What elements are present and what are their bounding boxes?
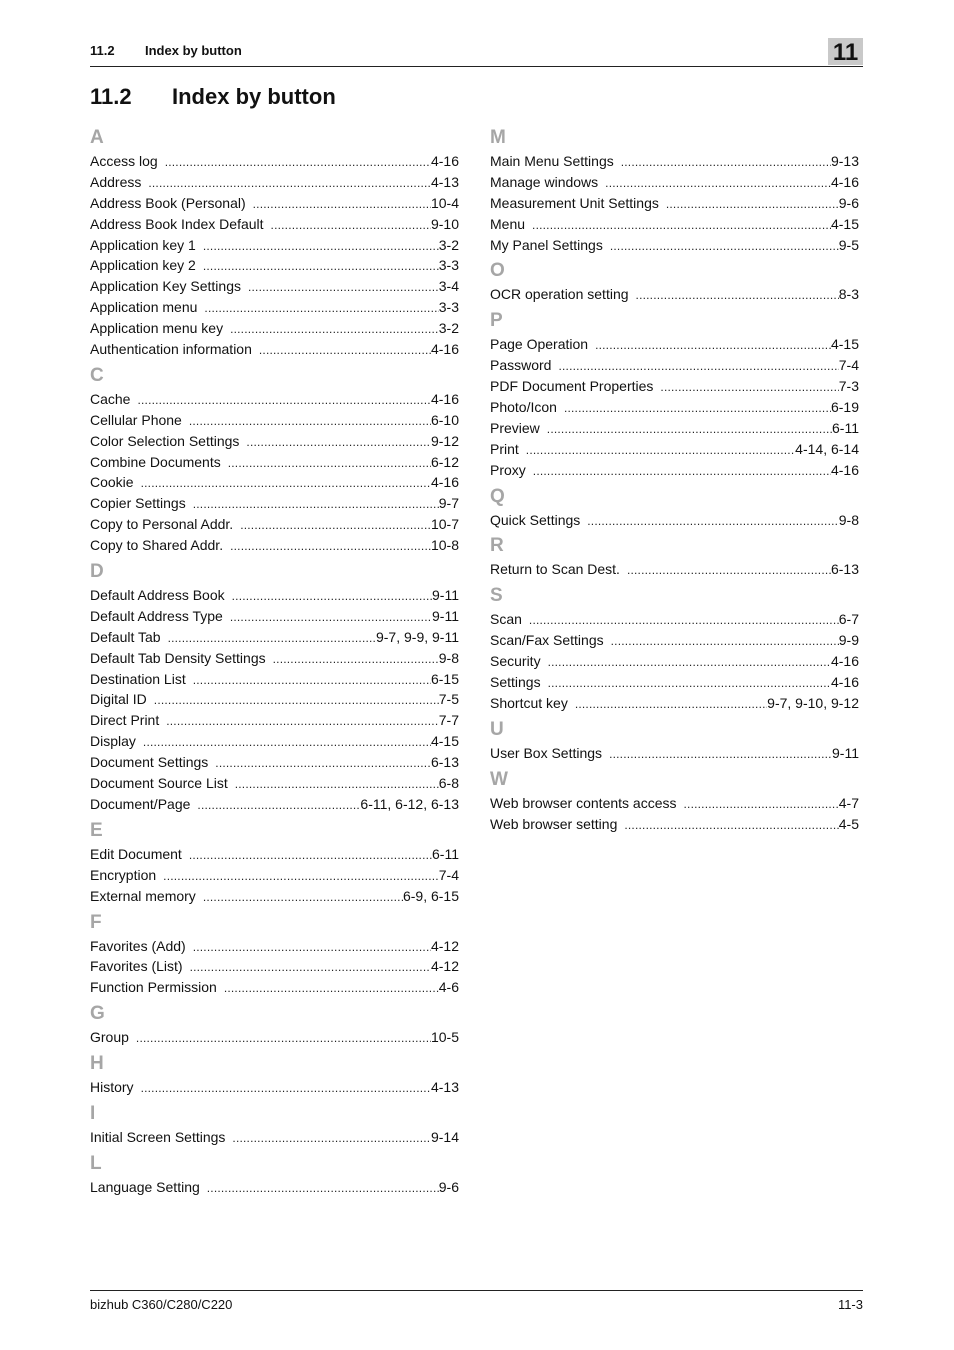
index-entry[interactable]: [90, 627, 459, 648]
index-entry-label: Web browser contents access: [490, 794, 677, 811]
index-entry-page-ref: 10-8: [430, 537, 459, 554]
index-entry-page-ref: 4-6: [438, 979, 459, 996]
page-footer: [90, 1290, 863, 1321]
index-entry-label: PDF Document Properties: [490, 378, 654, 395]
index-letter-heading: E: [90, 819, 103, 841]
index-entry[interactable]: [90, 936, 459, 957]
index-entry[interactable]: [90, 151, 459, 172]
dot-leader: [232, 586, 432, 607]
index-entry-page-ref: 3-2: [438, 236, 459, 253]
index-entry-page-ref: 6-11: [832, 419, 859, 436]
index-entry-label: Copier Settings: [90, 495, 186, 512]
dot-leader: [564, 398, 831, 419]
index-entry-page-ref: 4-12: [430, 937, 459, 954]
dot-leader: [273, 649, 439, 670]
index-column-left: [90, 122, 459, 1198]
index-entry[interactable]: [90, 1077, 459, 1098]
index-entry-page-ref: 10-4: [430, 194, 459, 211]
index-entry-label: Encryption: [90, 866, 157, 883]
dot-leader: [166, 711, 439, 732]
index-entry-page-ref: 4-16: [830, 674, 859, 691]
index-entry[interactable]: [90, 193, 459, 214]
dot-leader: [197, 795, 360, 816]
index-entry-label: Initial Screen Settings: [90, 1128, 226, 1145]
index-entry-page-ref: 6-19: [830, 399, 859, 416]
index-entry-page-ref: 6-13: [830, 561, 859, 578]
index-entry-page-ref: 9-11: [432, 587, 459, 604]
index-entry[interactable]: [90, 214, 459, 235]
index-entry-page-ref: 6-12: [430, 453, 459, 470]
index-entry[interactable]: [90, 1127, 459, 1148]
index-entry[interactable]: [90, 606, 459, 627]
index-entry-label: Default Address Type: [90, 607, 223, 624]
index-entry-label: My Panel Settings: [490, 236, 603, 253]
index-entry[interactable]: [90, 648, 459, 669]
index-entry-label: Cookie: [90, 474, 134, 491]
index-entry-label: Page Operation: [490, 336, 589, 353]
index-entry-page-ref: 9-9: [838, 632, 859, 649]
index-entry-label: Default Tab: [90, 628, 161, 645]
index-entry[interactable]: [90, 297, 459, 318]
index-entry-label: Application menu key: [90, 320, 224, 337]
index-entry-page-ref: 3-4: [438, 278, 459, 295]
index-entry-page-ref: 9-8: [838, 511, 859, 528]
dot-leader: [193, 670, 431, 691]
index-entry-page-ref: 9-7: [438, 495, 459, 512]
index-entry[interactable]: [90, 431, 459, 452]
index-entry-page-ref: 9-13: [830, 153, 859, 169]
index-entry-label: Function Permission: [90, 979, 217, 996]
index-entry-page-ref: 9-10: [430, 215, 459, 232]
page-title-number: 11.2: [90, 84, 132, 109]
index-entry-page-ref: 6-11, 6-12, 6-13: [360, 795, 459, 812]
index-entry[interactable]: [490, 559, 859, 580]
index-entry[interactable]: [90, 339, 459, 360]
dot-leader: [548, 652, 831, 673]
index-entry-label: Return to Scan Dest.: [490, 561, 620, 578]
dot-leader: [141, 473, 431, 494]
dot-leader: [609, 744, 832, 765]
index-entry[interactable]: [90, 669, 459, 690]
index-entry-label: Web browser setting: [490, 815, 618, 832]
index-entry[interactable]: [90, 886, 459, 907]
dot-leader: [189, 411, 431, 432]
dot-leader: [684, 794, 839, 815]
index-entry[interactable]: [90, 865, 459, 886]
index-entry-page-ref: 4-16: [430, 390, 459, 407]
index-entry-label: Menu: [490, 215, 526, 232]
index-entry-page-ref: 3-2: [438, 320, 459, 337]
dot-leader: [137, 390, 431, 411]
dot-leader: [624, 815, 838, 836]
dot-leader: [611, 631, 839, 652]
dot-leader: [165, 152, 431, 173]
dot-leader: [605, 173, 831, 194]
index-entry-label: Application menu: [90, 299, 198, 316]
index-letter-heading: F: [90, 911, 102, 933]
index-entry[interactable]: [90, 535, 459, 556]
index-entry-label: Print: [490, 440, 519, 457]
index-entry[interactable]: [490, 172, 859, 193]
dot-leader: [532, 215, 831, 236]
index-entry-page-ref: 4-15: [830, 336, 859, 353]
index-entry-page-ref: 9-7, 9-10, 9-12: [767, 694, 859, 711]
index-entry-page-ref: 6-8: [438, 775, 459, 792]
index-entry[interactable]: [490, 284, 859, 305]
index-entry-page-ref: 4-7: [838, 794, 859, 811]
dot-leader: [259, 340, 431, 361]
footer-page-number: 11-3: [837, 1297, 863, 1312]
index-entry-label: Access log: [90, 153, 158, 169]
index-entry-page-ref: 9-5: [838, 236, 859, 253]
index-letter-heading: R: [490, 535, 504, 557]
dot-leader: [548, 673, 831, 694]
index-entry-label: Address: [90, 173, 142, 190]
dot-leader: [230, 607, 432, 628]
dot-leader: [230, 319, 439, 340]
index-entry[interactable]: [90, 794, 459, 815]
index-entry-label: Proxy: [490, 461, 526, 478]
index-entry-label: User Box Settings: [490, 744, 603, 761]
index-entry-page-ref: 8-3: [838, 286, 859, 303]
dot-leader: [271, 215, 431, 236]
index-entry-page-ref: 4-13: [430, 173, 459, 190]
index-entry[interactable]: [90, 514, 459, 535]
index-entry[interactable]: [90, 710, 459, 731]
index-entry-label: Color Selection Settings: [90, 432, 240, 449]
index-letter-heading: A: [90, 127, 104, 148]
dot-leader: [246, 432, 431, 453]
index-entry-page-ref: 9-11: [432, 607, 459, 624]
index-entry-page-ref: 4-16: [830, 173, 859, 190]
index-entry[interactable]: [90, 1027, 459, 1048]
index-entry[interactable]: [90, 1177, 459, 1198]
index-entry-page-ref: 4-16: [430, 474, 459, 491]
index-entry[interactable]: [90, 844, 459, 865]
dot-leader: [248, 277, 439, 298]
dot-leader: [610, 236, 839, 257]
dot-leader: [189, 845, 432, 866]
dot-leader: [547, 419, 832, 440]
dot-leader: [240, 515, 431, 536]
index-entry-page-ref: 6-13: [430, 754, 459, 771]
dot-leader: [529, 610, 839, 631]
dot-leader: [203, 887, 403, 908]
index-entry[interactable]: [490, 151, 859, 172]
index-entry-label: Cellular Phone: [90, 411, 182, 428]
dot-leader: [168, 628, 376, 649]
index-entry[interactable]: [490, 439, 859, 460]
index-entry[interactable]: [90, 472, 459, 493]
index-entry[interactable]: [490, 693, 859, 714]
index-entry-label: Manage windows: [490, 173, 599, 190]
index-entry-page-ref: 7-4: [438, 866, 459, 883]
dot-leader: [621, 152, 831, 173]
dot-leader: [232, 1128, 431, 1149]
index-entry[interactable]: [490, 214, 859, 235]
index-entry-page-ref: 9-14: [430, 1128, 459, 1145]
index-entry-label: Scan/Fax Settings: [490, 632, 604, 649]
index-column-right: [490, 122, 859, 834]
index-entry-label: Default Tab Density Settings: [90, 649, 266, 666]
index-entry[interactable]: [490, 510, 859, 531]
index-entry-label: Copy to Personal Addr.: [90, 516, 234, 533]
dot-leader: [253, 194, 431, 215]
index-entry[interactable]: [90, 585, 459, 606]
index-entry[interactable]: [90, 752, 459, 773]
index-entry-page-ref: 4-14, 6-14: [795, 440, 859, 457]
dot-leader: [666, 194, 839, 215]
index-entry[interactable]: [490, 630, 859, 651]
index-entry[interactable]: [90, 493, 459, 514]
index-entry-page-ref: 4-15: [430, 733, 459, 750]
index-entry-label: Direct Print: [90, 712, 160, 729]
dot-leader: [526, 440, 795, 461]
index-entry[interactable]: [490, 743, 859, 764]
index-entry[interactable]: [490, 651, 859, 672]
index-entry-label: Quick Settings: [490, 511, 581, 528]
index-entry[interactable]: [90, 235, 459, 256]
index-letter-heading: G: [90, 1003, 105, 1025]
index-entry[interactable]: [490, 355, 859, 376]
dot-leader: [575, 694, 767, 715]
index-entry-page-ref: 9-8: [438, 649, 459, 666]
index-entry[interactable]: [90, 389, 459, 410]
index-entry[interactable]: [490, 397, 859, 418]
index-entry[interactable]: [90, 977, 459, 998]
index-entry-label: Display: [90, 733, 136, 750]
index-entry-page-ref: 4-5: [838, 815, 859, 832]
index-entry-page-ref: 10-5: [430, 1029, 459, 1046]
index-entry[interactable]: [90, 172, 459, 193]
index-entry-label: Document Settings: [90, 754, 209, 771]
index-entry-label: Favorites (List): [90, 958, 183, 975]
dot-leader: [627, 560, 831, 581]
index-entry-label: Address Book Index Default: [90, 215, 264, 232]
page-title-text: Index by button: [172, 84, 336, 109]
dot-leader: [163, 866, 439, 887]
index-entry-label: Copy to Shared Addr.: [90, 537, 224, 554]
index-entry-label: Destination List: [90, 670, 186, 687]
index-entry-label: Authentication information: [90, 341, 252, 358]
index-entry-label: Preview: [490, 419, 540, 436]
dot-leader: [587, 511, 839, 532]
index-entry[interactable]: [490, 418, 859, 439]
index-letter-heading: U: [490, 718, 504, 740]
dot-leader: [141, 1078, 431, 1099]
index-entry[interactable]: [490, 460, 859, 481]
index-letter-heading: W: [490, 768, 508, 790]
index-entry-label: Cache: [90, 390, 131, 407]
index-entry-label: Document/Page: [90, 795, 191, 812]
dot-leader: [190, 957, 431, 978]
index-entry[interactable]: [90, 731, 459, 752]
index-entry-label: Edit Document: [90, 845, 182, 862]
header-section-number: 11.2: [90, 43, 115, 58]
index-entry-page-ref: 9-7, 9-9, 9-11: [375, 628, 459, 645]
index-entry-page-ref: 9-11: [832, 744, 859, 761]
index-entry-label: Scan: [490, 611, 522, 628]
index-entry-page-ref: 4-16: [830, 461, 859, 478]
dot-leader: [203, 236, 439, 257]
index-letter-heading: H: [90, 1053, 104, 1075]
index-entry-label: Digital ID: [90, 691, 147, 708]
index-entry-page-ref: 4-15: [830, 215, 859, 232]
dot-leader: [203, 256, 439, 277]
index-entry[interactable]: [490, 609, 859, 630]
index-entry-label: Shortcut key: [490, 694, 568, 711]
index-entry-label: Password: [490, 357, 552, 374]
index-entry-label: Security: [490, 653, 541, 670]
dot-leader: [224, 978, 439, 999]
index-entry[interactable]: [90, 452, 459, 473]
index-entry[interactable]: [490, 334, 859, 355]
index-entry-page-ref: 6-11: [432, 845, 459, 862]
index-letter-heading: O: [490, 260, 505, 282]
index-entry[interactable]: [90, 255, 459, 276]
dot-leader: [148, 173, 431, 194]
index-entry-page-ref: 3-3: [438, 299, 459, 316]
running-header: [90, 40, 863, 67]
index-entry-page-ref: 6-7: [838, 611, 859, 628]
index-entry-label: History: [90, 1079, 134, 1096]
index-entry[interactable]: [90, 410, 459, 431]
dot-leader: [230, 536, 431, 557]
index-entry[interactable]: [90, 773, 459, 794]
dot-leader: [193, 937, 431, 958]
index-entry-label: Combine Documents: [90, 453, 221, 470]
index-entry-label: Settings: [490, 674, 541, 691]
index-entry[interactable]: [490, 235, 859, 256]
index-entry[interactable]: [90, 276, 459, 297]
dot-leader: [204, 298, 438, 319]
index-entry-page-ref: 6-9, 6-15: [402, 887, 459, 904]
index-entry-page-ref: 7-4: [838, 357, 859, 374]
index-entry-page-ref: 3-3: [438, 257, 459, 274]
index-entry[interactable]: [490, 376, 859, 397]
index-entry-label: Main Menu Settings: [490, 153, 614, 169]
index-entry-label: Application key 1: [90, 236, 196, 253]
index-entry-label: Address Book (Personal): [90, 194, 246, 211]
dot-leader: [235, 774, 439, 795]
index-entry[interactable]: [490, 814, 859, 835]
index-entry-page-ref: 9-6: [438, 1178, 459, 1195]
index-entry-page-ref: 7-7: [438, 712, 459, 729]
dot-leader: [207, 1178, 439, 1199]
index-letter-heading: D: [90, 561, 104, 583]
index-letter-heading: P: [490, 310, 503, 332]
index-entry-page-ref: 6-10: [430, 411, 459, 428]
index-entry[interactable]: [490, 672, 859, 693]
index-entry-page-ref: 7-5: [438, 691, 459, 708]
index-letter-heading: I: [90, 1102, 96, 1124]
index-entry-page-ref: 9-6: [838, 194, 859, 211]
dot-leader: [558, 356, 838, 377]
dot-leader: [136, 1028, 431, 1049]
dot-leader: [215, 753, 431, 774]
index-entry-label: Language Setting: [90, 1178, 200, 1195]
index-entry-label: Favorites (Add): [90, 937, 186, 954]
index-entry-page-ref: 10-7: [430, 516, 459, 533]
index-entry-label: Document Source List: [90, 775, 228, 792]
dot-leader: [660, 377, 838, 398]
page-title: [90, 84, 336, 110]
index-letter-heading: Q: [490, 485, 505, 507]
index-entry-label: External memory: [90, 887, 196, 904]
dot-leader: [533, 461, 831, 482]
index-letter-heading: M: [490, 127, 506, 148]
dot-leader: [143, 732, 431, 753]
index-entry-page-ref: 4-12: [430, 958, 459, 975]
index-entry-label: Application key 2: [90, 257, 196, 274]
footer-product-name: bizhub C360/C280/C220: [90, 1297, 233, 1312]
index-entry-label: Application Key Settings: [90, 278, 241, 295]
index-entry-label: Default Address Book: [90, 587, 225, 604]
index-entry-page-ref: 9-12: [430, 432, 459, 449]
index-entry[interactable]: [90, 956, 459, 977]
dot-leader: [636, 285, 839, 306]
header-section-title: Index by button: [145, 43, 242, 58]
index-entry-page-ref: 4-16: [430, 341, 459, 358]
index-entry-page-ref: 4-16: [430, 153, 459, 169]
index-entry[interactable]: [90, 318, 459, 339]
dot-leader: [154, 690, 439, 711]
index-entry-page-ref: 4-16: [830, 653, 859, 670]
index-entry[interactable]: [90, 689, 459, 710]
chapter-number-badge: 11: [828, 38, 863, 65]
index-entry-page-ref: 4-13: [430, 1079, 459, 1096]
index-letter-heading: L: [90, 1152, 102, 1174]
index-entry-label: Photo/Icon: [490, 399, 557, 416]
index-entry-page-ref: 7-3: [838, 378, 859, 395]
index-entry[interactable]: [490, 193, 859, 214]
index-entry-label: Measurement Unit Settings: [490, 194, 659, 211]
index-entry-label: Group: [90, 1029, 129, 1046]
index-entry[interactable]: [490, 793, 859, 814]
dot-leader: [193, 494, 439, 515]
index-letter-heading: C: [90, 364, 104, 386]
index-letter-heading: S: [490, 585, 503, 607]
dot-leader: [595, 335, 831, 356]
index-entry-page-ref: 6-15: [430, 670, 459, 687]
index-entry-label: OCR operation setting: [490, 286, 629, 303]
dot-leader: [228, 453, 431, 474]
